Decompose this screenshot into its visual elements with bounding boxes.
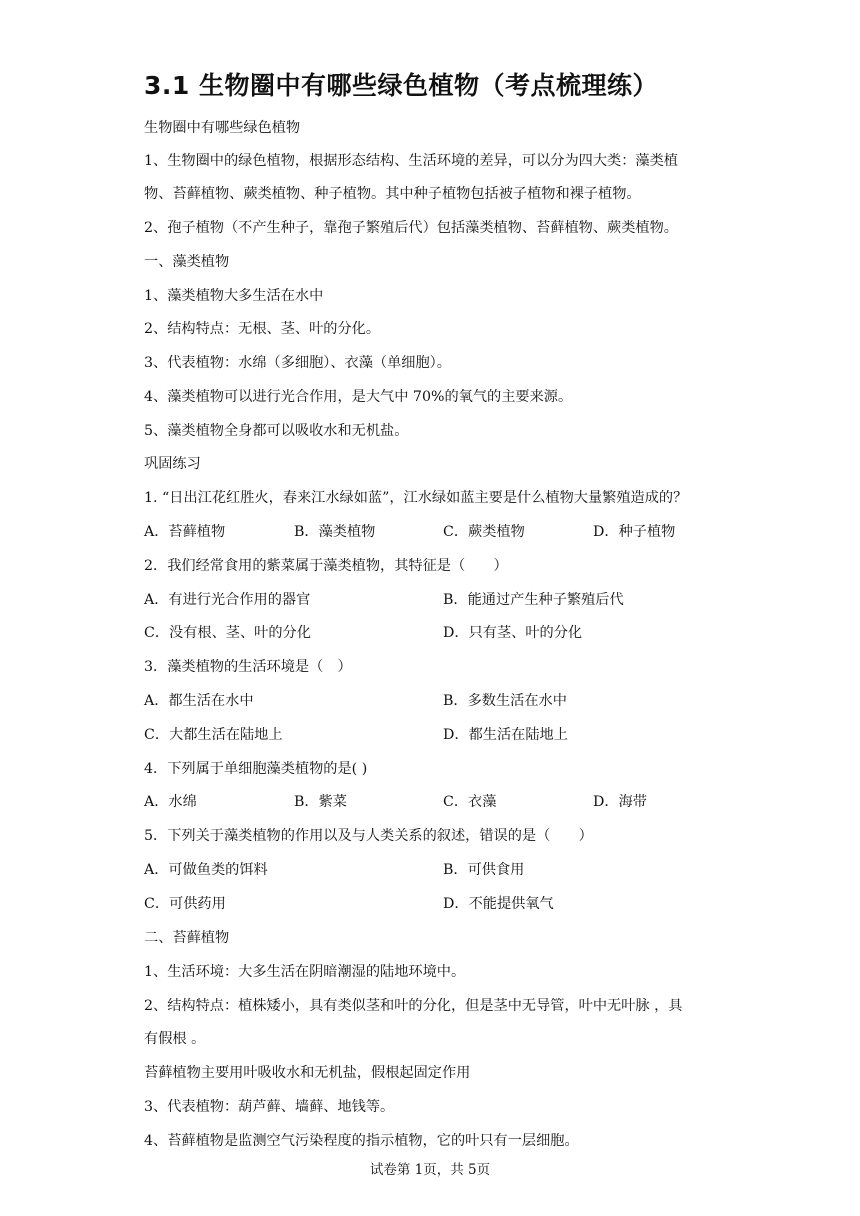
intro-heading: 生物圈中有哪些绿色植物 [144, 120, 301, 136]
moss-point-1: 1、生活环境：大多生活在阴暗潮湿的陆地环境中。 [144, 964, 466, 980]
question-4-option-c: C．衣藻 [443, 794, 497, 810]
question-3-stem: 3．藻类植物的生活环境是（ ） [144, 659, 352, 675]
question-3-option-d: D．都生活在陆地上 [443, 727, 568, 743]
question-1-option-c: C．蕨类植物 [443, 524, 525, 540]
moss-heading: 二、苔藓植物 [144, 930, 230, 946]
page-title: 3.1 生物圈中有哪些绿色植物（考点梳理练） [144, 71, 658, 100]
question-5-option-b: B．可供食用 [443, 862, 525, 878]
page-footer: 试卷第 1页，共 5页 [369, 1162, 491, 1178]
algae-point-2: 2、结构特点：无根、茎、叶的分化。 [144, 321, 381, 337]
question-1-option-b: B．藻类植物 [294, 524, 376, 540]
moss-point-4: 4、苔藓植物是监测空气污染程度的指示植物，它的叶只有一层细胞。 [144, 1133, 579, 1149]
intro-paragraph-2: 2、孢子植物（不产生种子，靠孢子繁殖后代）包括藻类植物、苔藓植物、蕨类植物。 [144, 220, 678, 236]
algae-point-5: 5、藻类植物全身都可以吸收水和无机盐。 [144, 423, 409, 439]
question-3-option-c: C．大都生活在陆地上 [144, 727, 283, 743]
question-1-option-a: A．苔藓植物 [144, 524, 226, 540]
question-2-option-b: B．能通过产生种子繁殖后代 [443, 592, 624, 608]
question-2-option-a: A．有进行光合作用的器官 [144, 592, 311, 608]
question-5-stem: 5．下列关于藻类植物的作用以及与人类关系的叙述，错误的是（ ） [144, 828, 593, 844]
moss-point-3: 3、代表植物：葫芦藓、墙藓、地钱等。 [144, 1099, 395, 1115]
algae-point-4: 4、藻类植物可以进行光合作用，是大气中 70%的氧气的主要来源。 [144, 389, 573, 405]
question-2-option-c: C．没有根、茎、叶的分化 [144, 625, 311, 641]
algae-point-3: 3、代表植物：水绵（多细胞）、衣藻（单细胞）。 [144, 355, 451, 371]
question-1-option-d: D．种子植物 [593, 524, 676, 540]
question-5-option-a: A．可做鱼类的饵料 [144, 862, 268, 878]
intro-paragraph-1-line-2: 物、苔藓植物、蕨类植物、种子植物。其中种子植物包括被子植物和裸子植物。 [144, 186, 641, 202]
question-3-option-a: A．都生活在水中 [144, 693, 254, 709]
moss-point-2-line-2: 有假根 。 [144, 1031, 206, 1047]
question-2-stem: 2．我们经常食用的紫菜属于藻类植物，其特征是（ ） [144, 558, 508, 574]
question-3-option-b: B．多数生活在水中 [443, 693, 567, 709]
algae-point-1: 1、藻类植物大多生活在水中 [144, 288, 324, 304]
moss-point-2-line-1: 2、结构特点：植株矮小，具有类似茎和叶的分化，但是茎中无导管，叶中无叶脉 ，具 [144, 998, 683, 1014]
question-4-stem: 4．下列属于单细胞藻类植物的是( ) [144, 761, 368, 777]
question-5-option-c: C．可供药用 [144, 896, 226, 912]
question-4-option-b: B．紫菜 [294, 794, 347, 810]
moss-note: 苔藓植物主要用叶吸收水和无机盐，假根起固定作用 [144, 1065, 471, 1081]
practice-heading: 巩固练习 [144, 456, 201, 472]
question-1-stem: 1. “日出江花红胜火，春来江水绿如蓝”，江水绿如蓝主要是什么植物大量繁殖造成的？ [144, 490, 688, 506]
question-5-option-d: D．不能提供氧气 [443, 896, 554, 912]
algae-heading: 一、藻类植物 [144, 254, 230, 270]
question-4-option-d: D．海带 [593, 794, 647, 810]
intro-paragraph-1-line-1: 1、生物圈中的绿色植物，根据形态结构、生活环境的差异，可以分为四大类：藻类植 [144, 153, 678, 169]
question-2-option-d: D．只有茎、叶的分化 [443, 625, 583, 641]
question-4-option-a: A．水绵 [144, 794, 197, 810]
